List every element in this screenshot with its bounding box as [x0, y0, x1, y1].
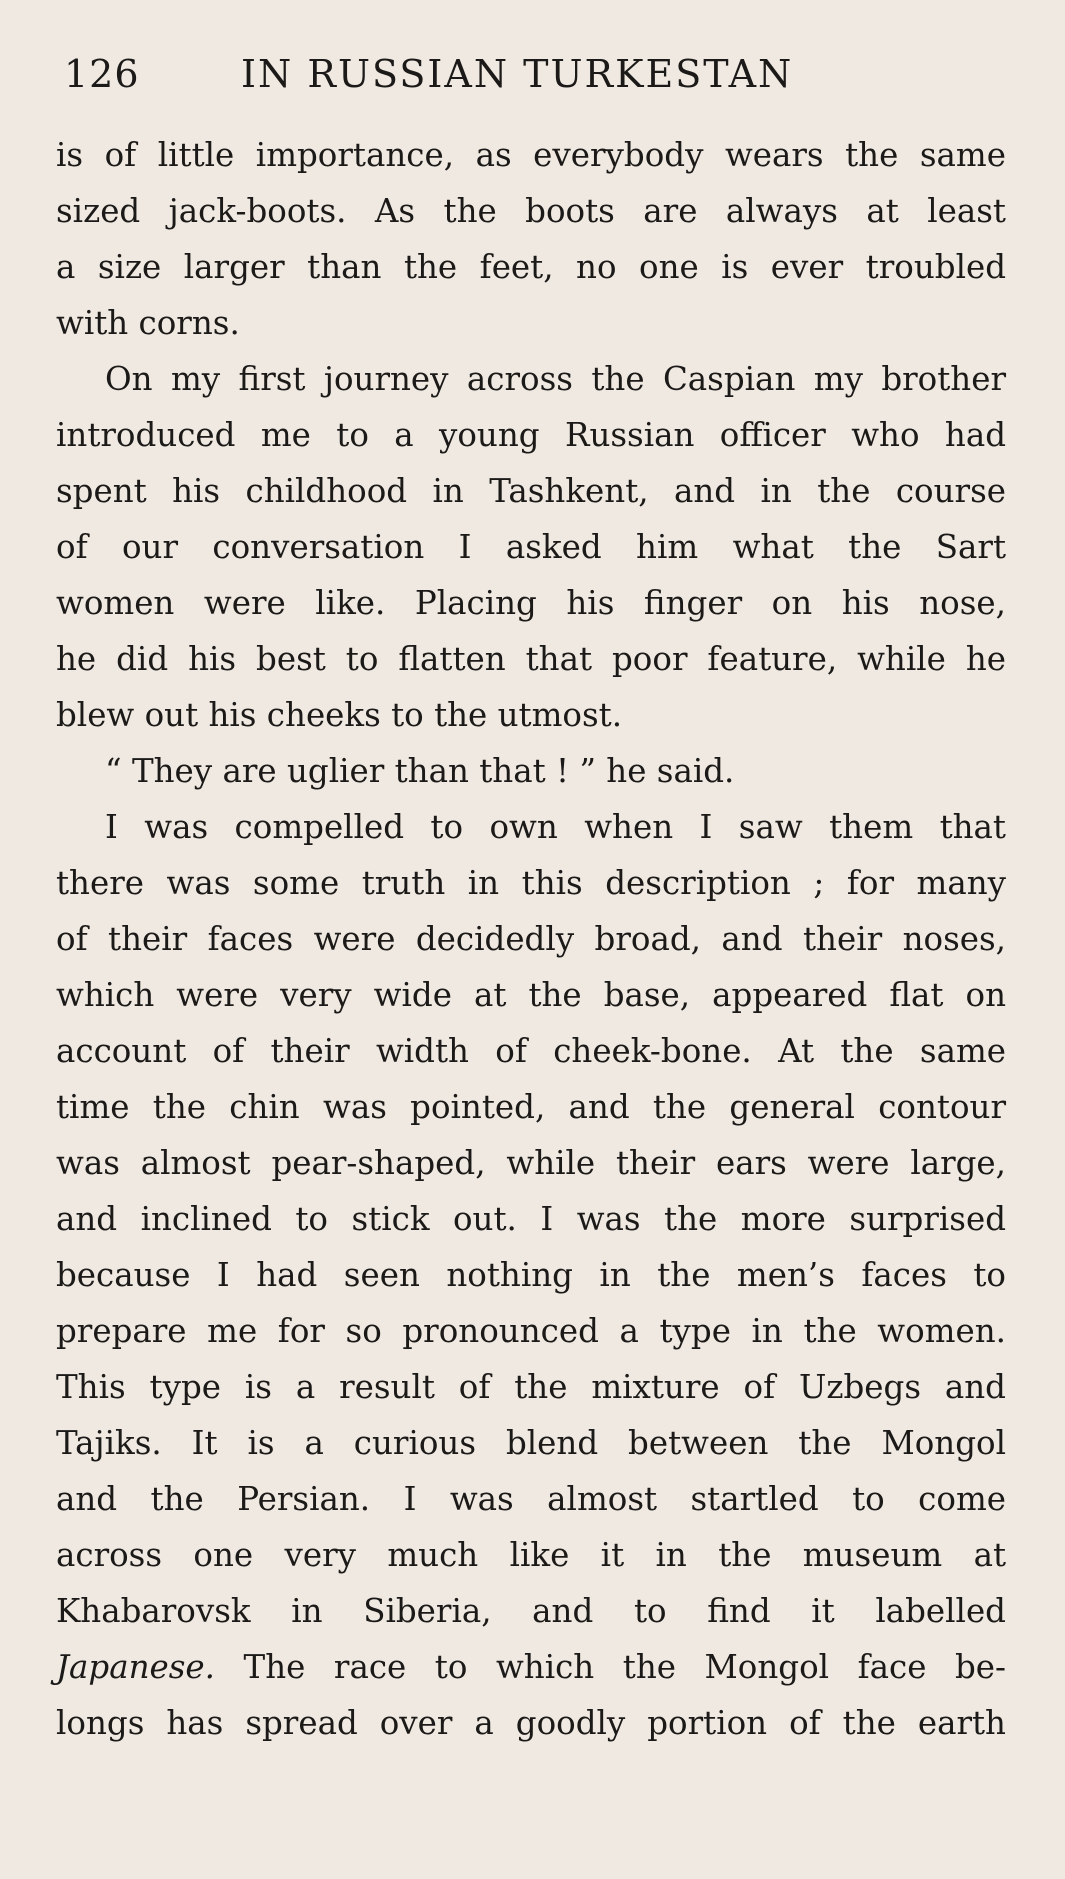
page-header: [56, 44, 1006, 104]
text-line: and the Persian. I was almost startled to come: [56, 1480, 1006, 1518]
text-line: with corns.: [56, 304, 240, 342]
text-line: of our conversation I asked him what the Sart: [56, 528, 1006, 566]
text-line: account of their width of cheek-bone. At the same: [56, 1032, 1006, 1070]
text-line: which were very wide at the base, appeared flat on: [56, 976, 1006, 1014]
text-line: spent his childhood in Tashkent, and in the course: [56, 472, 1006, 510]
text-line: is of little importance, as everybody wears the same: [56, 136, 1006, 174]
text-line: time the chin was pointed, and the general contour: [56, 1088, 1006, 1126]
body-text: [56, 127, 1006, 1751]
text-line: women were like. Placing his finger on his nose,: [56, 584, 1006, 622]
text-line-rest: The race to which the Mongol face be-: [243, 1648, 1006, 1686]
running-title: IN RUSSIAN TURKESTAN: [241, 52, 794, 96]
text-line: On my first journey across the Caspian my brother: [105, 360, 1006, 398]
text-line: prepare me for so pronounced a type in the women.: [56, 1312, 1006, 1350]
text-line-with-italic: [56, 1639, 1006, 1695]
text-line: there was some truth in this description ; for many: [56, 864, 1006, 902]
text-line: a size larger than the feet, no one is ever troubled: [56, 248, 1006, 286]
text-line: sized jack-boots. As the boots are always at least: [56, 192, 1006, 230]
text-line: longs has spread over a goodly portion of the earth: [56, 1704, 1006, 1742]
page-number: 126: [64, 52, 140, 96]
text-line: This type is a result of the mixture of Uzbegs and: [56, 1368, 1006, 1406]
text-line: I was compelled to own when I saw them that: [105, 808, 1006, 846]
text-line: “ They are uglier than that ! ” he said.: [105, 752, 735, 790]
text-line: Khabarovsk in Siberia, and to find it labelled: [56, 1592, 1006, 1630]
text-line: was almost pear-shaped, while their ears were large,: [56, 1144, 1006, 1182]
text-line: he did his best to flatten that poor feature, while he: [56, 640, 1006, 678]
text-line: blew out his cheeks to the utmost.: [56, 696, 623, 734]
italic-word: Japanese.: [56, 1648, 215, 1686]
text-line: because I had seen nothing in the men’s faces to: [56, 1256, 1006, 1294]
text-line: across one very much like it in the museum at: [56, 1536, 1006, 1574]
text-line: of their faces were decidedly broad, and their noses,: [56, 920, 1006, 958]
text-line: introduced me to a young Russian officer who had: [56, 416, 1006, 454]
text-line: Tajiks. It is a curious blend between the Mongol: [56, 1424, 1006, 1462]
text-line: and inclined to stick out. I was the more surprised: [56, 1200, 1006, 1238]
